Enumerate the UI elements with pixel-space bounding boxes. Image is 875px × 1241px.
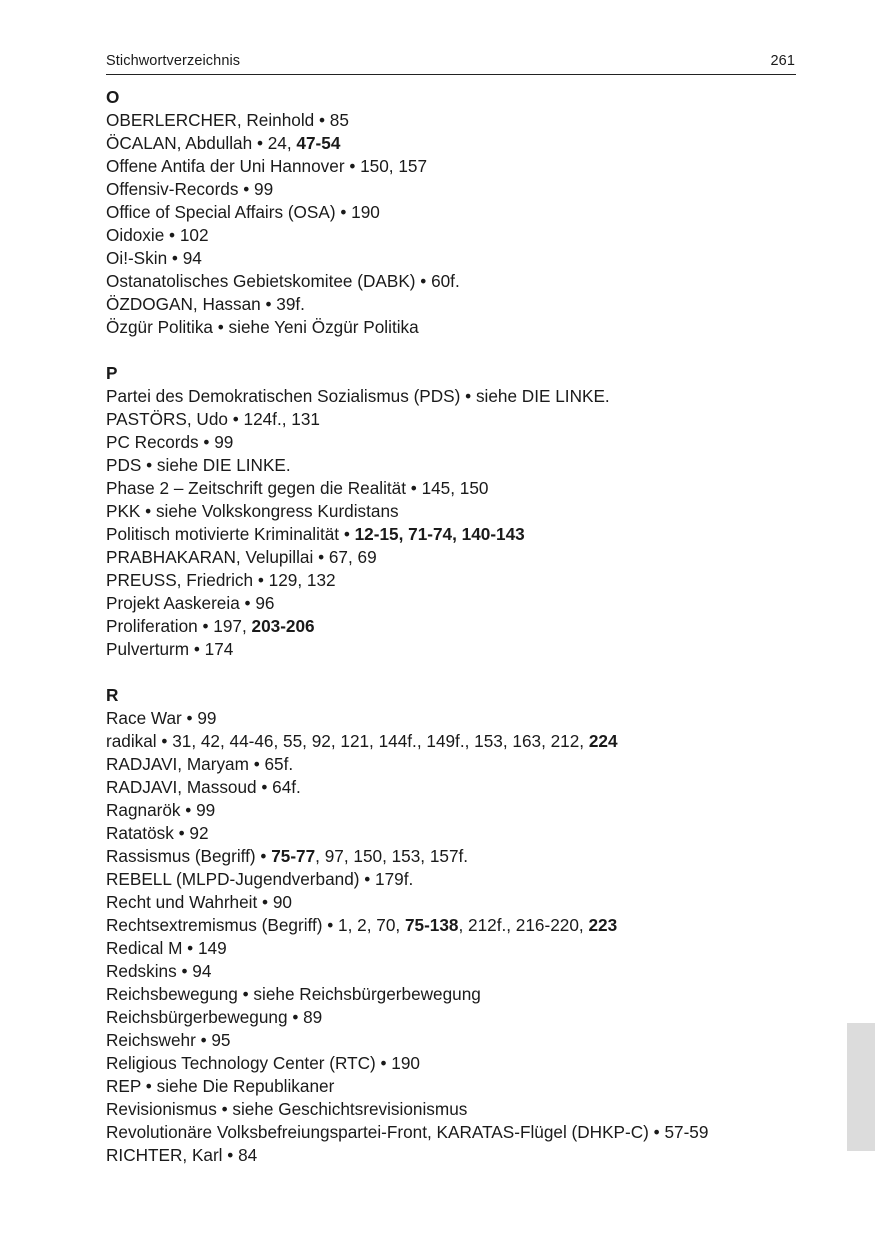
entry-text: Özgür Politika • siehe Yeni Özgür Politika [106, 317, 419, 337]
index-entry [106, 822, 806, 845]
index-entry [106, 546, 806, 569]
index-entry [106, 178, 806, 201]
index-entry [106, 523, 806, 546]
entry-text: Revisionismus • siehe Geschichtsrevisionismus [106, 1099, 468, 1119]
section-letter: P [106, 363, 118, 383]
index-entry [106, 454, 806, 477]
entry-text: radikal • 31, 42, 44-46, 55, 92, 121, 144f., 149f., 153, 163, 212, [106, 731, 589, 751]
index-entry [106, 937, 806, 960]
entry-text: Redskins • 94 [106, 961, 212, 981]
index-entry [106, 155, 806, 178]
index-section [106, 684, 806, 1167]
index-entry [106, 569, 806, 592]
index-entry [106, 592, 806, 615]
index-entry [106, 983, 806, 1006]
index-entry [106, 408, 806, 431]
index-entry [106, 776, 806, 799]
entry-text: Offensiv-Records • 99 [106, 179, 274, 199]
entry-text: Reichsbewegung • siehe Reichsbürgerbewegung [106, 984, 481, 1004]
entry-text: Projekt Aaskereia • 96 [106, 593, 275, 613]
entry-text: Rechtsextremismus (Begriff) • 1, 2, 70, [106, 915, 405, 935]
index-entry [106, 615, 806, 638]
entry-text: Redical M • 149 [106, 938, 227, 958]
entry-page-bold: 203-206 [251, 616, 315, 636]
entry-text: Politisch motivierte Kriminalität • [106, 524, 355, 544]
page-number: 261 [770, 53, 795, 69]
index-entry [106, 891, 806, 914]
index-entry [106, 960, 806, 983]
entry-text: Ratatösk • 92 [106, 823, 209, 843]
index-entry [106, 753, 806, 776]
entry-page-bold: 75-77 [271, 846, 316, 866]
index-entry [106, 707, 806, 730]
entry-page-bold: 224 [588, 731, 618, 751]
entry-text: Ragnarök • 99 [106, 800, 216, 820]
index-entry [106, 1098, 806, 1121]
entry-text: OBERLERCHER, Reinhold • 85 [106, 110, 349, 130]
index-entry [106, 868, 806, 891]
entry-text: RADJAVI, Maryam • 65f. [106, 754, 294, 774]
thumb-index-tab [847, 1023, 875, 1151]
index-entry [106, 1029, 806, 1052]
index-entry [106, 1052, 806, 1075]
entry-text: Offene Antifa der Uni Hannover • 150, 157 [106, 156, 428, 176]
index-entry [106, 1075, 806, 1098]
entry-text: , 212f., 216-220, [458, 915, 589, 935]
index-entry [106, 270, 806, 293]
index-entry [106, 224, 806, 247]
index-entry [106, 1144, 806, 1167]
index-entry [106, 385, 806, 408]
entry-text: Revolutionäre Volksbefreiungspartei-Front, KARATAS-Flügel (DHKP-C) • 57-59 [106, 1122, 709, 1142]
running-header [106, 52, 796, 75]
entry-text: PKK • siehe Volkskongress Kurdistans [106, 501, 399, 521]
index-entry [106, 799, 806, 822]
entry-text: PRABHAKARAN, Velupillai • 67, 69 [106, 547, 377, 567]
index-entry [106, 638, 806, 661]
entry-text: ÖZDOGAN, Hassan • 39f. [106, 294, 305, 314]
index-entry [106, 500, 806, 523]
index-entry [106, 477, 806, 500]
index-entry [106, 109, 806, 132]
section-letter: O [106, 87, 120, 107]
entry-text: PASTÖRS, Udo • 124f., 131 [106, 409, 320, 429]
index-section [106, 362, 806, 661]
index-list [106, 86, 806, 1190]
entry-text: Office of Special Affairs (OSA) • 190 [106, 202, 380, 222]
entry-text: PC Records • 99 [106, 432, 234, 452]
entry-text: , 97, 150, 153, 157f. [315, 846, 469, 866]
entry-page-bold: 47-54 [296, 133, 341, 153]
entry-text: Ostanatolisches Gebietskomitee (DABK) • 60f. [106, 271, 460, 291]
index-entry [106, 201, 806, 224]
index-entry [106, 730, 806, 753]
index-entry [106, 1121, 806, 1144]
index-entry [106, 293, 806, 316]
entry-text: Reichswehr • 95 [106, 1030, 231, 1050]
header-title: Stichwortverzeichnis [106, 53, 241, 69]
entry-text: Religious Technology Center (RTC) • 190 [106, 1053, 420, 1073]
entry-page-bold: 75-138 [404, 915, 459, 935]
section-letter: R [106, 685, 119, 705]
entry-text: ÖCALAN, Abdullah • 24, [106, 133, 297, 153]
entry-text: Rassismus (Begriff) • [106, 846, 272, 866]
index-section [106, 86, 806, 339]
entry-text: Reichsbürgerbewegung • 89 [106, 1007, 323, 1027]
entry-text: Oidoxie • 102 [106, 225, 209, 245]
entry-page-bold: 12-15, 71-74, 140-143 [354, 524, 525, 544]
entry-text: PREUSS, Friedrich • 129, 132 [106, 570, 336, 590]
entry-text: Race War • 99 [106, 708, 217, 728]
entry-text: RADJAVI, Massoud • 64f. [106, 777, 301, 797]
index-entry [106, 431, 806, 454]
entry-text: Recht und Wahrheit • 90 [106, 892, 292, 912]
index-entry [106, 247, 806, 270]
entry-text: PDS • siehe DIE LINKE. [106, 455, 291, 475]
entry-text: Proliferation • 197, [106, 616, 252, 636]
entry-text: Phase 2 – Zeitschrift gegen die Realität • 145, 150 [106, 478, 489, 498]
entry-text: Pulverturm • 174 [106, 639, 234, 659]
index-entry [106, 1006, 806, 1029]
index-entry [106, 316, 806, 339]
entry-text: Partei des Demokratischen Sozialismus (PDS) • siehe DIE LINKE. [106, 386, 610, 406]
entry-text: RICHTER, Karl • 84 [106, 1145, 258, 1165]
entry-text: REP • siehe Die Republikaner [106, 1076, 335, 1096]
entry-text: Oi!-Skin • 94 [106, 248, 202, 268]
index-entry [106, 914, 806, 937]
entry-text: REBELL (MLPD-Jugendverband) • 179f. [106, 869, 414, 889]
index-entry [106, 845, 806, 868]
entry-page-bold: 223 [588, 915, 618, 935]
index-entry [106, 132, 806, 155]
